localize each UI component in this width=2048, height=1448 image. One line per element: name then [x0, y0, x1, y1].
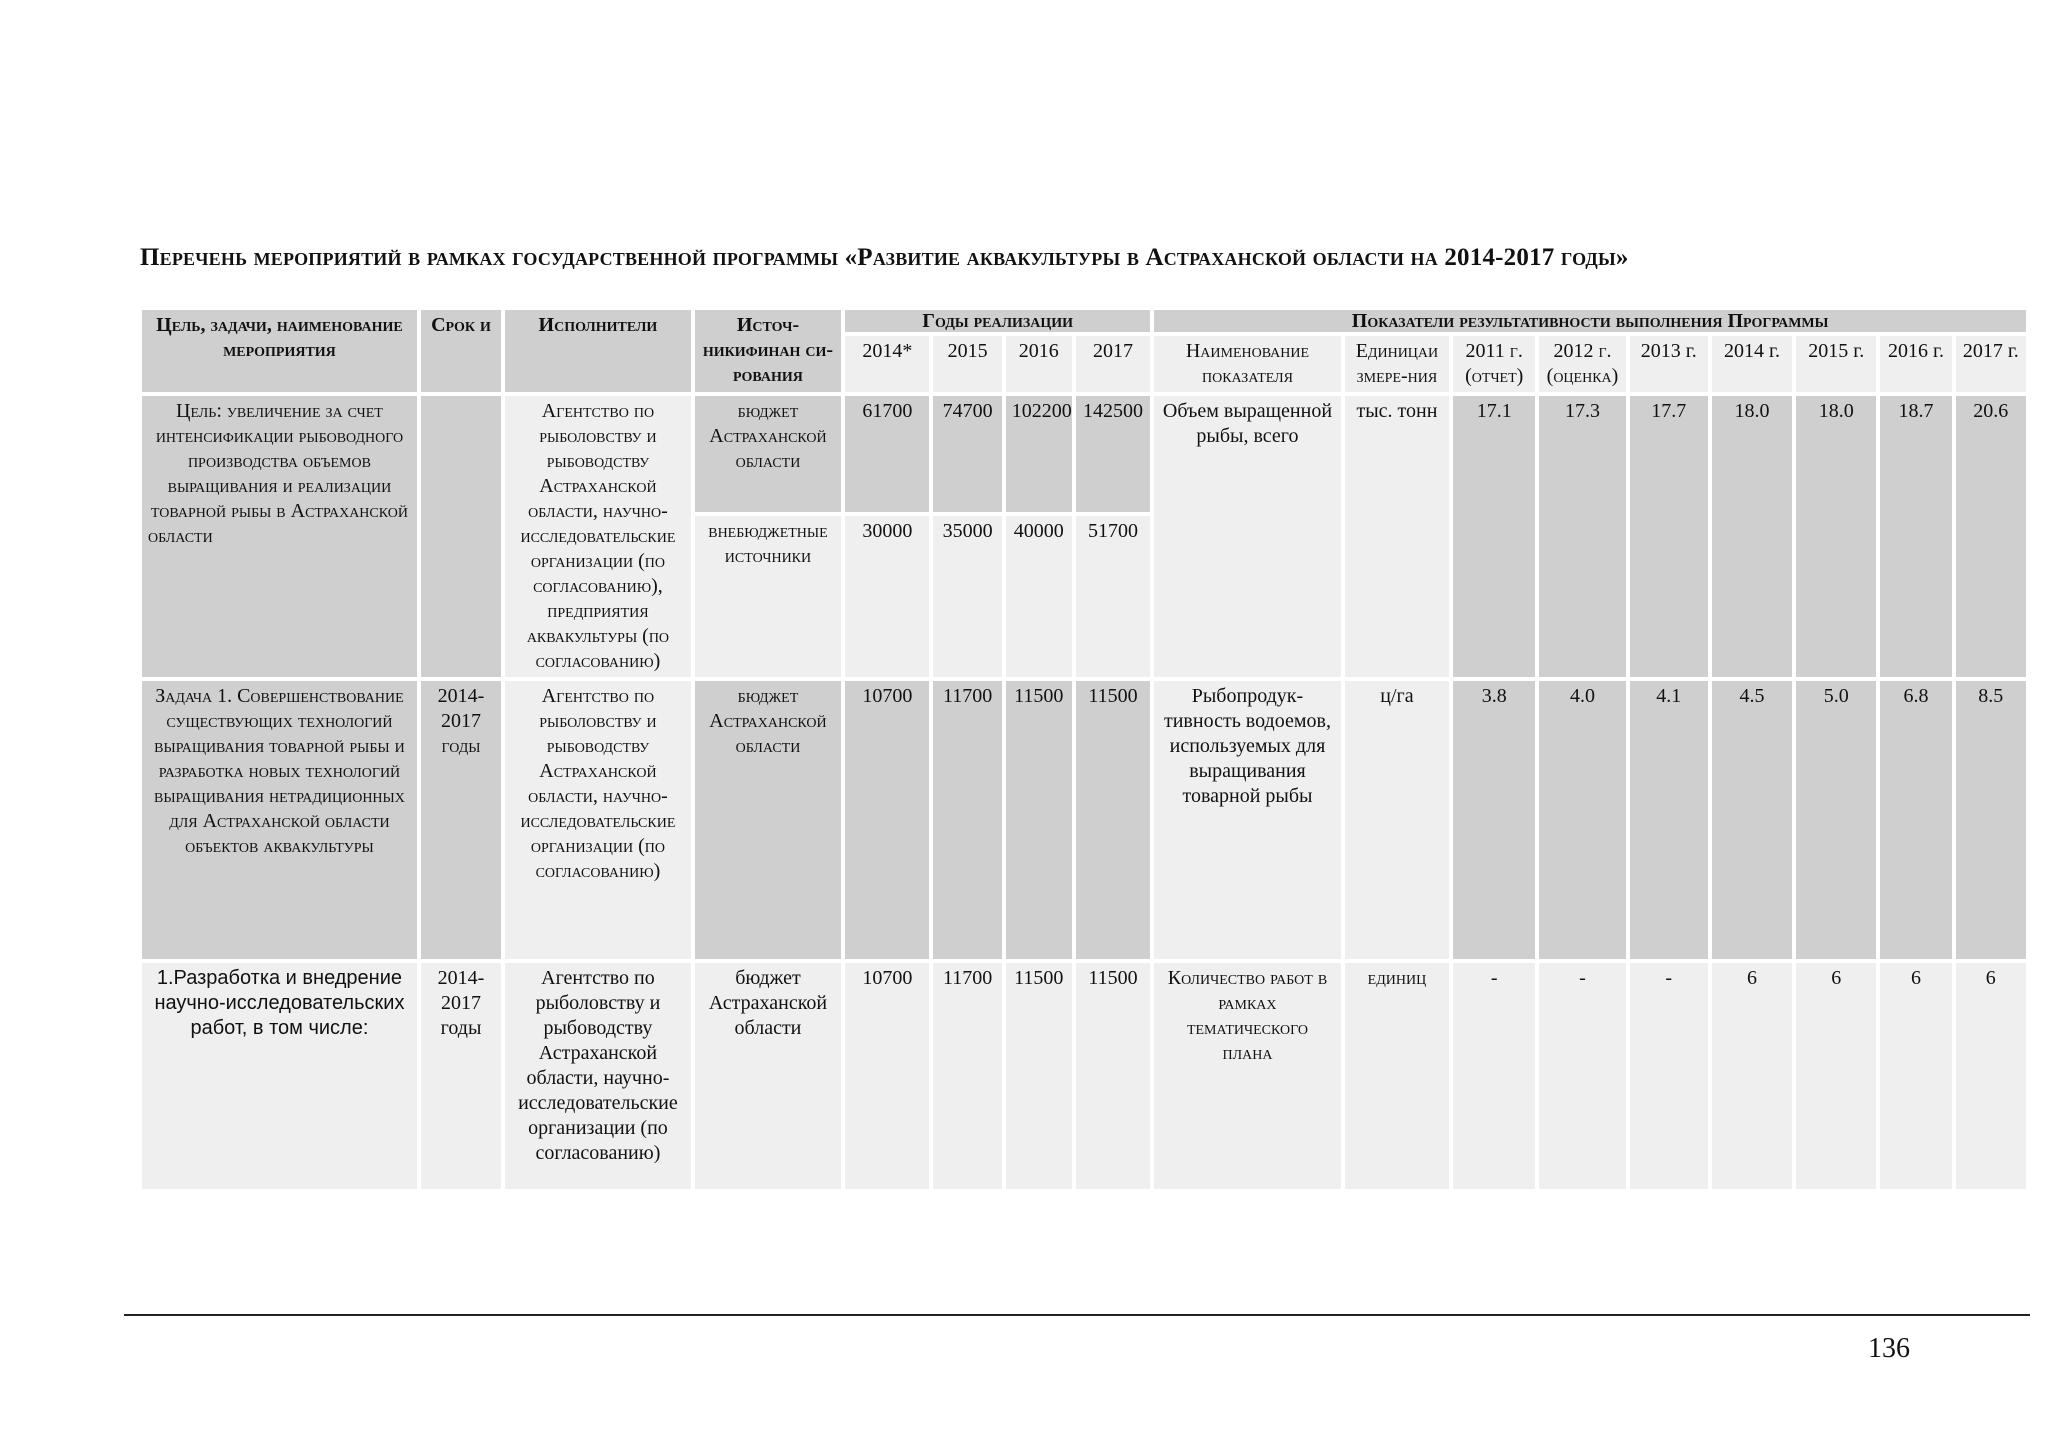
header-indicator-year: 2013 г. — [1630, 336, 1708, 392]
item-indicator-value: - — [1539, 963, 1625, 1189]
task-text: Задача 1. Совершенствование существующих технологий выращивания товарной рыбы и разработка новых технологий выращивания нетрадиционных для Астраханской области объектов аквакультуры — [142, 681, 417, 959]
goal-source-budget: бюджет Астраханской области — [695, 396, 841, 512]
goal-value: 35000 — [933, 516, 1001, 677]
task-term: 2014-2017 годы — [421, 681, 501, 959]
goal-value: 61700 — [845, 396, 929, 512]
task-indicator-value: 4.1 — [1630, 681, 1708, 959]
goal-value: 102200 — [1006, 396, 1072, 512]
task-value: 11500 — [1076, 681, 1150, 959]
goal-executors: Агентство по рыболовству и рыбоводству Астраханской области, научно-исследовательские организации (по согласованию), предприятия аквакультуры (по согласованию) — [505, 396, 691, 677]
item-value: 10700 — [845, 963, 929, 1189]
goal-indicator-value: 18.0 — [1712, 396, 1792, 677]
task-unit: ц/га — [1345, 681, 1449, 959]
header-year: 2017 — [1076, 336, 1150, 392]
goal-indicator-value: 17.3 — [1539, 396, 1625, 677]
task-row — [142, 681, 2026, 959]
header-year: 2016 — [1006, 336, 1072, 392]
goal-value: 142500 — [1076, 396, 1150, 512]
header-indicator-year: 2012 г. (оценка) — [1539, 336, 1625, 392]
item-row — [142, 963, 2026, 1189]
goal-text: Цель: увеличение за счет интенсификации рыбоводного производства объемов выращивания и реализации товарной рыбы в Астраханской области — [142, 396, 417, 677]
task-indicator-value: 6.8 — [1880, 681, 1951, 959]
item-indicator-value: 6 — [1880, 963, 1951, 1189]
goal-indicator: Объем выращенной рыбы, всего — [1154, 396, 1341, 677]
task-indicator: Рыбопродук-тивность водоемов, используемых для выращивания товарной рыбы — [1154, 681, 1341, 959]
header-indicator-year: 2016 г. — [1880, 336, 1951, 392]
item-indicator-value: 6 — [1712, 963, 1792, 1189]
goal-indicator-value: 20.6 — [1956, 396, 2026, 677]
page-number: 136 — [1868, 1333, 1910, 1364]
header-indicator-year: 2017 г. — [1956, 336, 2026, 392]
goal-indicator-value: 17.1 — [1453, 396, 1535, 677]
header-executors: Исполнители — [505, 310, 691, 392]
header-indicator-year: 2015 г. — [1796, 336, 1876, 392]
item-indicator-value: 6 — [1956, 963, 2026, 1189]
goal-value: 40000 — [1006, 516, 1072, 677]
goal-indicator-value: 17.7 — [1630, 396, 1708, 677]
goal-value: 30000 — [845, 516, 929, 677]
item-indicator-value: - — [1630, 963, 1708, 1189]
goal-indicator-value: 18.0 — [1796, 396, 1876, 677]
task-value: 10700 — [845, 681, 929, 959]
item-value: 11700 — [933, 963, 1001, 1189]
item-executors: Агентство по рыболовству и рыбоводству Астраханской области, научно-исследовательские организации (по согласованию) — [505, 963, 691, 1189]
header-year: 2015 — [933, 336, 1001, 392]
task-indicator-value: 5.0 — [1796, 681, 1876, 959]
item-unit: единиц — [1345, 963, 1449, 1189]
task-value: 11700 — [933, 681, 1001, 959]
task-indicator-value: 4.0 — [1539, 681, 1625, 959]
item-indicator: Количество работ в рамках тематического плана — [1154, 963, 1341, 1189]
item-source: бюджет Астраханской области — [695, 963, 841, 1189]
item-indicator-value: 6 — [1796, 963, 1876, 1189]
task-source: бюджет Астраханской области — [695, 681, 841, 959]
page-title: Перечень мероприятий в рамках государственной программы «Развитие аквакультуры в Астраханской области на 2014-2017 годы» — [140, 244, 1629, 271]
item-term: 2014-2017 годы — [421, 963, 501, 1189]
header-indicator-year: 2014 г. — [1712, 336, 1792, 392]
goal-term — [421, 396, 501, 677]
item-indicator-value: - — [1453, 963, 1535, 1189]
task-indicator-value: 4.5 — [1712, 681, 1792, 959]
measures-table — [138, 306, 2030, 1193]
header-term: Срок и — [421, 310, 501, 392]
item-text: 1.Разработка и внедрение научно-исследовательских работ, в том числе: — [142, 963, 417, 1189]
item-value: 11500 — [1076, 963, 1150, 1189]
header-years-group: Годы реализации — [845, 310, 1150, 332]
header-source: Источ-никифинан си-рования — [695, 310, 841, 392]
goal-indicator-value: 18.7 — [1880, 396, 1951, 677]
goal-value: 74700 — [933, 396, 1001, 512]
task-executors: Агентство по рыболовству и рыбоводству Астраханской области, научно-исследовательские организации (по согласованию) — [505, 681, 691, 959]
header-goal: Цель, задачи, наименование мероприятия — [142, 310, 417, 392]
item-value: 11500 — [1006, 963, 1072, 1189]
task-indicator-value: 3.8 — [1453, 681, 1535, 959]
task-value: 11500 — [1006, 681, 1072, 959]
goal-row — [142, 396, 2026, 512]
goal-source-offbudget: внебюджетные источники — [695, 516, 841, 677]
task-indicator-value: 8.5 — [1956, 681, 2026, 959]
header-year: 2014* — [845, 336, 929, 392]
goal-unit: тыс. тонн — [1345, 396, 1449, 677]
goal-value: 51700 — [1076, 516, 1150, 677]
header-indicator-year: 2011 г. (отчет) — [1453, 336, 1535, 392]
header-unit: Единицаи змере-ния — [1345, 336, 1449, 392]
footer-rule — [124, 1314, 2030, 1316]
header-row-1 — [142, 310, 2026, 332]
header-indicator-name: Наименование показателя — [1154, 336, 1341, 392]
header-indicators-group: Показатели результативности выполнения Программы — [1154, 310, 2026, 332]
